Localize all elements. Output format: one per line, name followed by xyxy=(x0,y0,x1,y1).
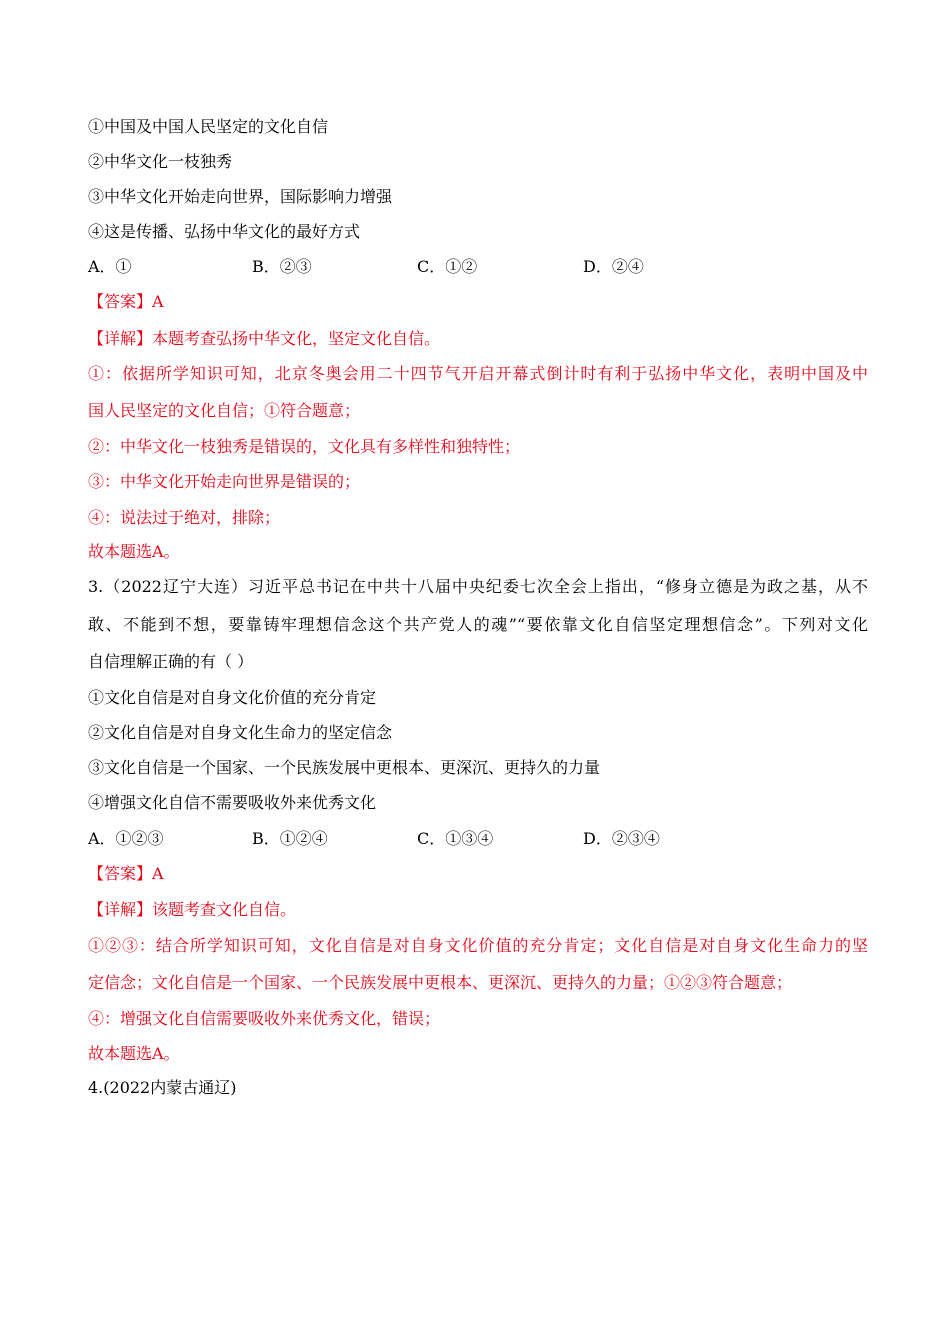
q3-analysis: 【详解】该题考查文化自信。 xyxy=(88,900,297,919)
q2-option-a: A．① xyxy=(88,257,132,276)
q2-answer: 【答案】A xyxy=(88,292,164,311)
q3-item-2: ②文化自信是对自身文化生命力的坚定信念 xyxy=(88,723,393,742)
q3-stem-line-1: 3.（2022辽宁大连）习近平总书记在中共十八届中央纪委七次全会上指出，“修身立德是为政之基，从不 xyxy=(88,577,868,596)
q4-stem: 4.(2022内蒙古通辽) xyxy=(88,1078,237,1097)
q2-item-1: ①中国及中国人民坚定的文化自信 xyxy=(88,117,329,136)
q2-item-2: ②中华文化一枝独秀 xyxy=(88,152,233,171)
q3-option-b: B．①②④ xyxy=(252,829,328,848)
q3-detail-1a: ①②③：结合所学知识可知，文化自信是对自身文化价值的充分肯定；文化自信是对自身文化生命力的坚 xyxy=(88,936,868,955)
q2-option-b: B．②③ xyxy=(252,257,312,276)
q3-stem-line-2: 敢、不能到不想，要靠铸牢理想信念这个共产党人的魂”“要依靠文化自信坚定理想信念”。下列对文化 xyxy=(88,615,868,634)
q2-option-d: D．②④ xyxy=(583,257,644,276)
q2-conclusion: 故本题选A。 xyxy=(88,542,180,561)
q3-option-d: D．②③④ xyxy=(583,829,660,848)
q2-detail-4: ④：说法过于绝对，排除； xyxy=(88,508,281,527)
q2-item-3: ③中华文化开始走向世界，国际影响力增强 xyxy=(88,187,393,206)
q3-item-1: ①文化自信是对自身文化价值的充分肯定 xyxy=(88,688,377,707)
q3-detail-2: ④：增强文化自信需要吸收外来优秀文化，错误； xyxy=(88,1009,441,1028)
q2-detail-1a: ①：依据所学知识可知，北京冬奥会用二十四节气开启开幕式倒计时有利于弘扬中华文化，表明中国及中 xyxy=(88,364,868,383)
q2-detail-3: ③：中华文化开始走向世界是错误的； xyxy=(88,472,361,491)
q2-detail-1b: 国人民坚定的文化自信；①符合题意； xyxy=(88,401,361,420)
q3-item-4: ④增强文化自信不需要吸收外来优秀文化 xyxy=(88,793,377,812)
q2-detail-2: ②：中华文化一枝独秀是错误的，文化具有多样性和独特性； xyxy=(88,437,521,456)
q2-item-4: ④这是传播、弘扬中华文化的最好方式 xyxy=(88,222,361,241)
q3-option-c: C．①③④ xyxy=(417,829,494,848)
q3-stem-line-3: 自信理解正确的有（ ） xyxy=(88,652,254,671)
q3-option-a: A．①②③ xyxy=(88,829,164,848)
q3-detail-1b: 定信念；文化自信是一个国家、一个民族发展中更根本、更深沉、更持久的力量；①②③符合题意； xyxy=(88,973,793,992)
q3-conclusion: 故本题选A。 xyxy=(88,1044,180,1063)
q2-option-c: C．①② xyxy=(417,257,478,276)
q3-item-3: ③文化自信是一个国家、一个民族发展中更根本、更深沉、更持久的力量 xyxy=(88,758,601,777)
q3-answer: 【答案】A xyxy=(88,864,164,883)
q2-analysis: 【详解】本题考查弘扬中华文化，坚定文化自信。 xyxy=(88,329,441,348)
